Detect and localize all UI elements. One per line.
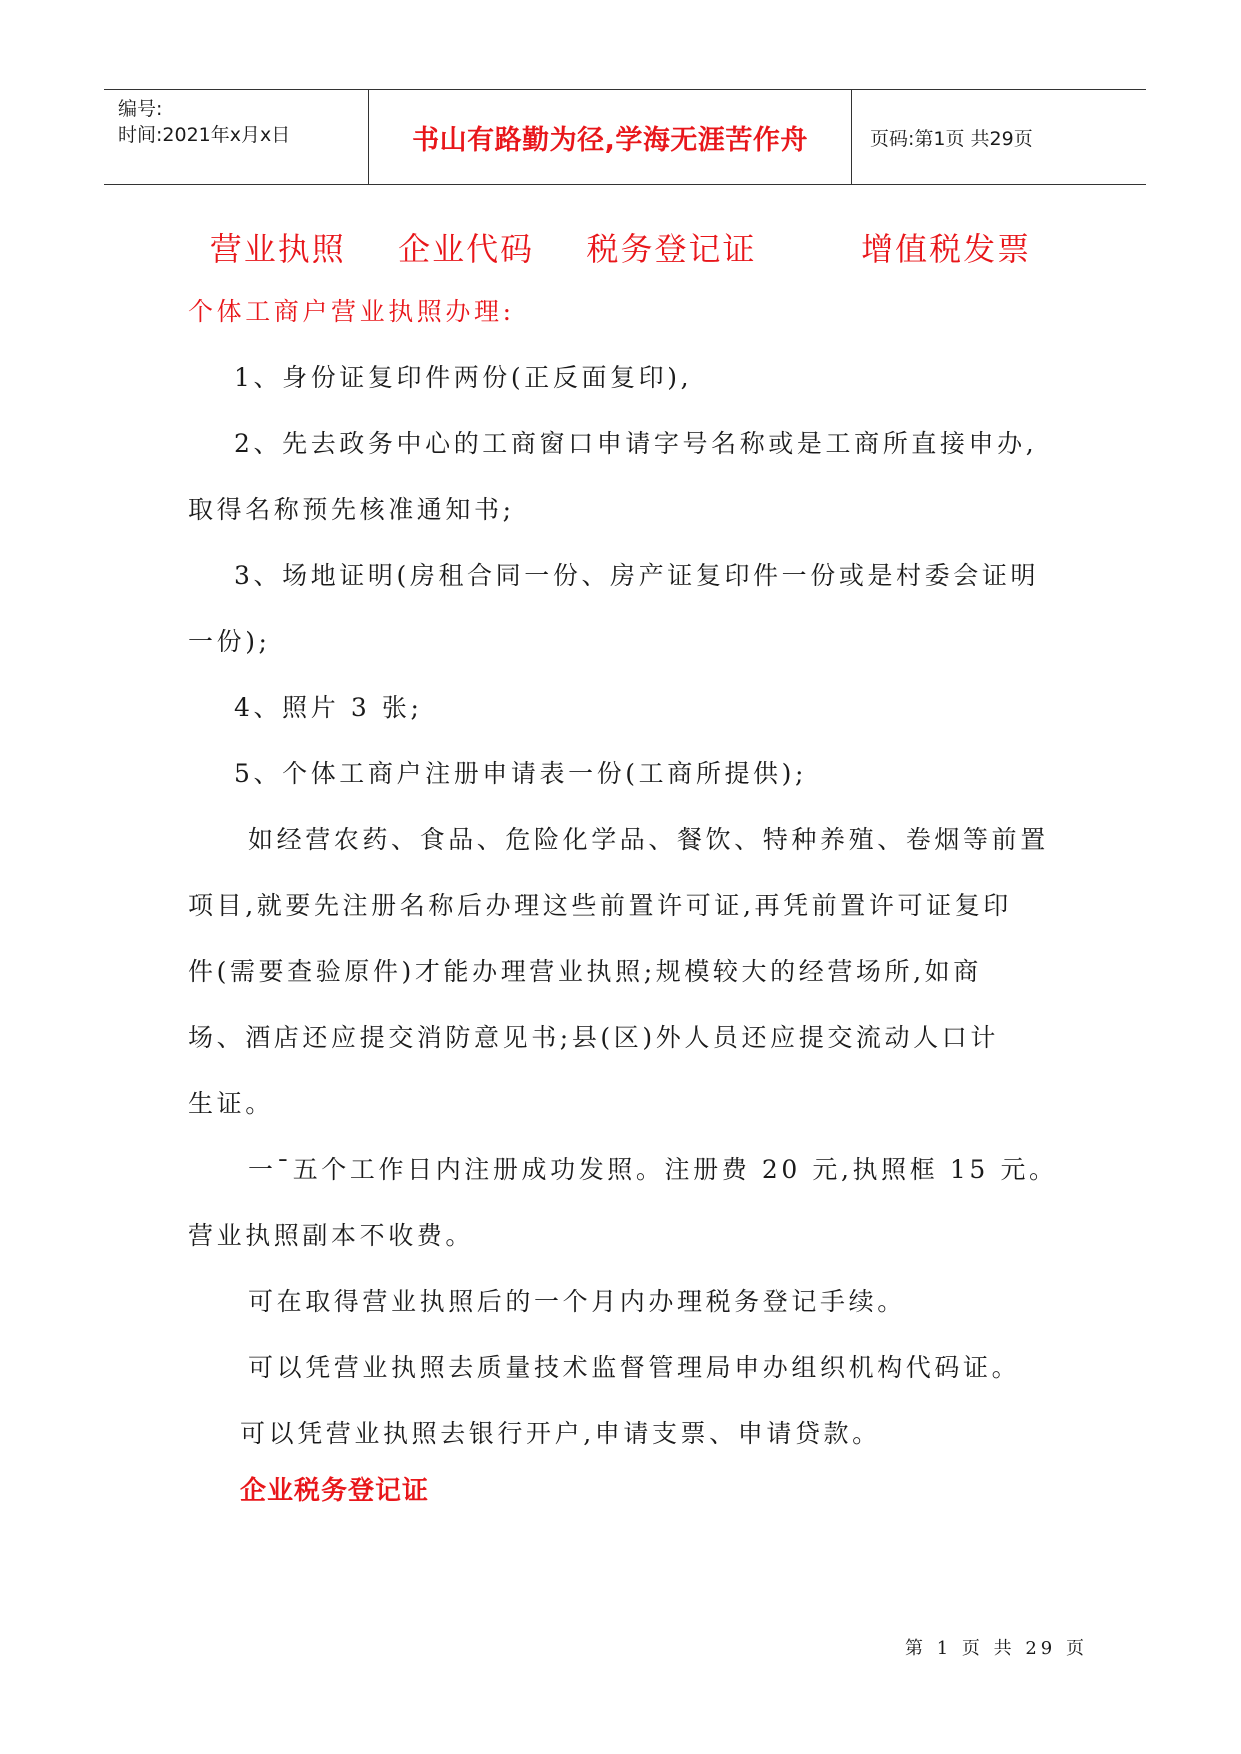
paragraph-line: 一份);	[188, 627, 271, 656]
header-motto: 书山有路勤为径,学海无涯苦作舟	[412, 125, 808, 156]
paragraph-line: 3、场地证明(房租合同一份、房产证复印件一份或是村委会证明	[234, 561, 1040, 590]
paragraph-line: 一¯五个工作日内注册成功发照。注册费 20 元,执照框 15 元。	[248, 1155, 1058, 1184]
document-title: 营业执照 企业代码 税务登记证 增值税发票	[209, 230, 1032, 268]
paragraph-line: 生证。	[188, 1089, 274, 1118]
section-heading-individual: 个体工商户营业执照办理:	[188, 297, 515, 326]
page-header	[104, 89, 1146, 185]
paragraph-line: 如经营农药、食品、危险化学品、餐饮、特种养殖、卷烟等前置	[248, 825, 1049, 854]
header-left-cell	[104, 90, 369, 184]
paragraph-line: 5、个体工商户注册申请表一份(工商所提供);	[234, 759, 808, 788]
paragraph-line: 场、酒店还应提交消防意见书;县(区)外人员还应提交流动人口计	[188, 1023, 999, 1052]
document-time: 时间:2021年x月x日	[118, 124, 291, 146]
paragraph-line: 项目,就要先注册名称后办理这些前置许可证,再凭前置许可证复印	[188, 891, 1012, 920]
page-footer: 第 1 页 共 29 页	[905, 1638, 1088, 1659]
paragraph-line: 2、先去政务中心的工商窗口申请字号名称或是工商所直接申办,	[234, 429, 1038, 458]
paragraph-line: 可以凭营业执照去银行开户,申请支票、申请贷款。	[240, 1419, 881, 1448]
paragraph-line: 4、照片 3 张;	[234, 693, 423, 722]
paragraph-line: 营业执照副本不收费。	[188, 1221, 475, 1250]
paragraph-line: 取得名称预先核准通知书;	[188, 495, 515, 524]
paragraph-line: 可在取得营业执照后的一个月内办理税务登记手续。	[248, 1287, 906, 1316]
header-middle-cell	[369, 90, 852, 184]
paragraph-line: 1、身份证复印件两份(正反面复印),	[234, 363, 693, 392]
section-heading-tax-registration: 企业税务登记证	[240, 1476, 430, 1506]
header-right-cell	[852, 90, 1146, 184]
paragraph-line: 件(需要查验原件)才能办理营业执照;规模较大的经营场所,如商	[188, 957, 982, 986]
paragraph-line: 可以凭营业执照去质量技术监督管理局申办组织机构代码证。	[248, 1353, 1021, 1382]
document-number-label: 编号:	[118, 98, 163, 120]
header-page-info: 页码:第1页 共29页	[870, 128, 1033, 150]
